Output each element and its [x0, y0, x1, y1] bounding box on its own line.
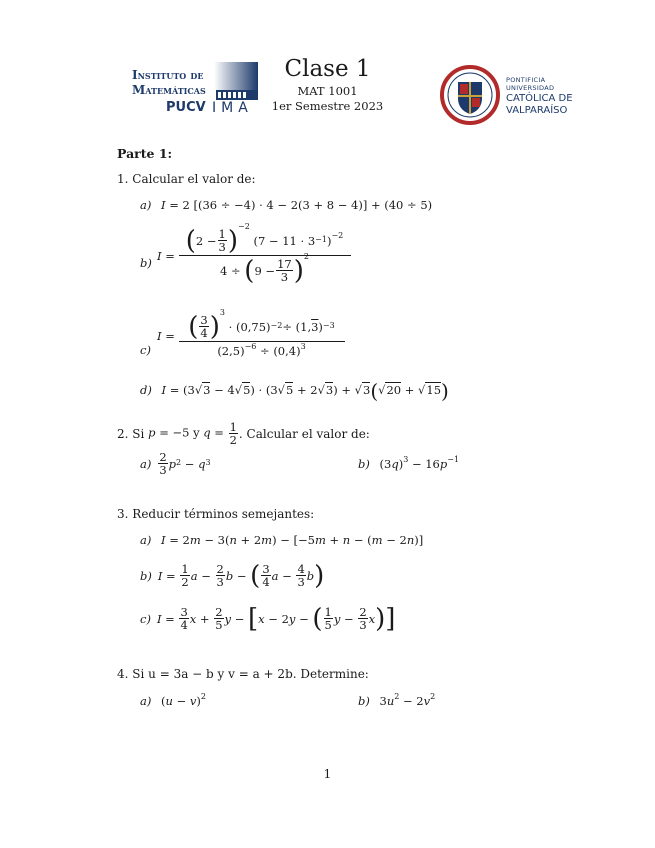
q4b-label: b)	[358, 694, 370, 708]
q3-prompt	[117, 507, 314, 521]
q3a-label: a)	[140, 533, 152, 547]
page-number: 1	[323, 767, 332, 781]
q3-number: 3.	[117, 507, 129, 521]
q2b-label: b)	[358, 457, 370, 471]
pucv-logo-line2: UNIVERSIDAD	[506, 84, 555, 92]
pucv-logo-line4: VALPARAÍSO	[506, 105, 568, 116]
q2b	[358, 457, 459, 471]
q2a-label: a)	[140, 456, 152, 471]
ima-logo-line4: IMA	[212, 100, 253, 116]
q3c-label: c)	[140, 611, 151, 626]
q2a-expr: $\frac{2}{3}$ p $^2$ − q $^3$	[159, 450, 211, 477]
q4a	[140, 694, 206, 708]
q2-prompt	[117, 421, 370, 446]
q3c-expr: I = $\frac{3}{4}$ x + $\frac{2}{5}$ y − [ x − 2 y − ( $\frac{1}{5}$ y − $\frac{2}{3}$ x ) ]	[156, 603, 396, 634]
q4a-expr: $(u - v)^2$	[161, 692, 206, 708]
q4-prompt	[117, 667, 369, 681]
q1d	[140, 379, 449, 403]
pucv-logo-line1: PONTIFICIA	[506, 76, 546, 84]
semester: 1er Semestre 2023	[271, 99, 384, 113]
q3a	[140, 533, 423, 547]
q2-number: 2.	[117, 426, 129, 441]
q4a-label: a)	[140, 694, 152, 708]
q1-text: Calcular el valor de:	[132, 172, 256, 186]
q1a-expr: I = 2 [(36 ÷ −4) · 4 − 2(3 + 8 − 4)] + (40 ÷ 5)	[161, 198, 433, 212]
q2-text-start: Si	[132, 426, 145, 441]
q3-text: Reducir términos semejantes:	[132, 507, 315, 521]
course-code: MAT 1001	[297, 84, 358, 98]
ima-logo-line1: Instituto de	[132, 68, 204, 82]
q1c-label: c)	[140, 343, 151, 357]
pucv-logo-line3: CATÓLICA DE	[506, 93, 573, 104]
part-heading: Parte 1:	[117, 146, 173, 161]
q1a	[140, 198, 432, 212]
q4-number: 4.	[117, 667, 129, 681]
q1-prompt	[117, 172, 256, 186]
q3c	[140, 603, 396, 634]
q1-number: 1.	[117, 172, 129, 186]
q2-conditions: p = −5 y q = $\frac{1}{2}$	[148, 420, 237, 447]
q4b	[358, 694, 435, 708]
q2-text-end: . Calcular el valor de:	[238, 426, 370, 441]
q1b-expr: I = ( 2 − $\frac{1}{3}$ ) $^{-2}$ (7 − 11 · 3 $^{-1}$ ) $^{-2}$ 4 ÷ ( 9 − $\frac{17}{3}$ ) $^2$	[157, 228, 351, 283]
q1a-label: a)	[140, 198, 152, 212]
q3b	[140, 560, 325, 591]
q3b-label: b)	[140, 568, 152, 583]
page-title: Clase 1	[284, 56, 371, 82]
q1b-label: b)	[140, 256, 152, 270]
q1d-label: d)	[140, 383, 152, 397]
ima-logo-line3: PUCV	[166, 100, 206, 115]
q3a-expr: I = 2m − 3(n + 2m) − [−5m + n − (m − 2n)]	[161, 533, 424, 547]
pucv-crest-icon	[440, 64, 500, 126]
pucv-logo	[440, 64, 580, 128]
q1d-expr: I = (3√3 − 4√5) · (3√5 + 2√3) + √3(√20 + √15)	[161, 379, 449, 403]
q4b-expr: $3u^2 - 2v^2$	[379, 692, 436, 708]
q1c-expr: I = ( $\frac{3}{4}$ ) $^3$ · (0,75) $^{-2}$ ÷ (1, 3 ) $^{-3}$ $(2,5)^{-6} \div (0,4)^3$	[157, 314, 345, 358]
q2a	[140, 451, 211, 476]
q4-text: Si u = 3a − b y v = a + 2b. Determine:	[132, 667, 369, 681]
ima-logo-line2: Matemáticas	[132, 83, 206, 97]
q3b-expr: I = $\frac{1}{2}$ a − $\frac{2}{3}$ b − ( $\frac{3}{4}$ a − $\frac{4}{3}$ b )	[157, 560, 325, 591]
q2b-expr: $(3q)^3 - 16p^{-1}$	[379, 455, 460, 471]
